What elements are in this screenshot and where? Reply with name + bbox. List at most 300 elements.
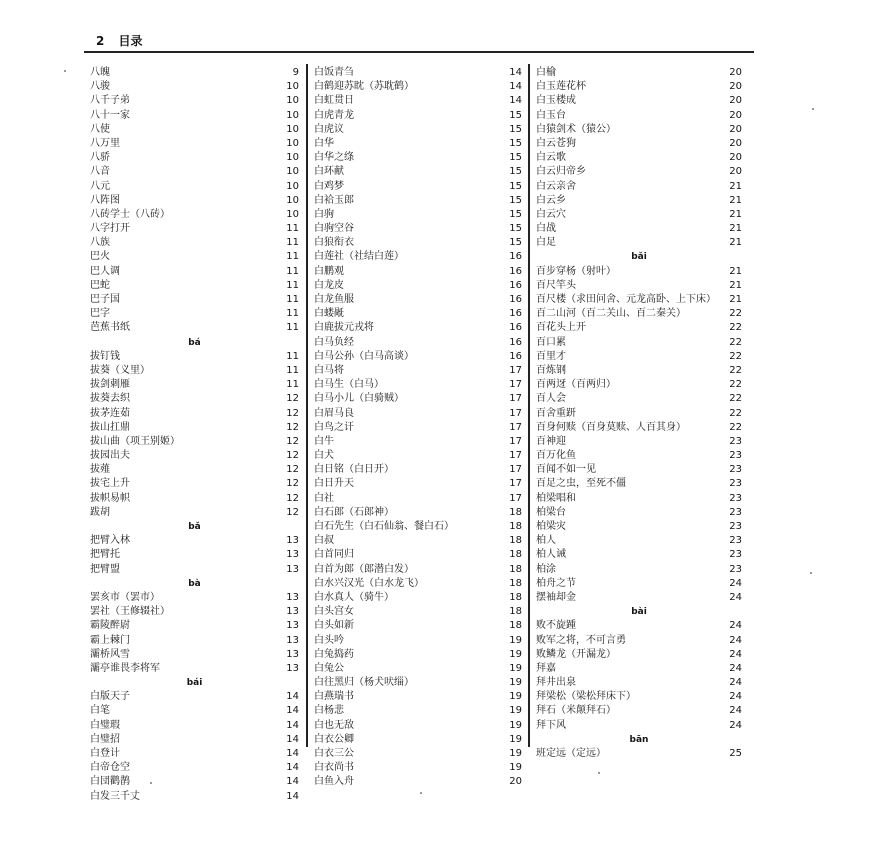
entry-title: 白驹空谷 (314, 223, 354, 235)
entry-title: 霸上棘门 (90, 634, 130, 646)
entry-title: 百两迓（百两归） (536, 379, 616, 391)
entry-title: 白华 (314, 137, 334, 149)
index-entry (536, 407, 742, 421)
index-entry (536, 180, 742, 194)
index-entry (90, 66, 299, 80)
index-entry (536, 66, 742, 80)
entry-title: 白燕瑞书 (314, 691, 354, 703)
entry-page-number: 10 (286, 81, 299, 93)
entry-page-number: 12 (286, 464, 299, 476)
entry-title: 白头吟 (314, 634, 344, 646)
entry-page-number: 13 (286, 648, 299, 660)
entry-title: 八使 (90, 123, 110, 135)
entry-title: 白玉楼成 (536, 95, 576, 107)
scan-speck (150, 782, 152, 784)
scan-speck (812, 108, 814, 110)
entry-page-number: 23 (729, 464, 742, 476)
index-entry (536, 690, 742, 704)
entry-title: 百尺竿头 (536, 279, 576, 291)
index-entry (536, 463, 742, 477)
index-entry (90, 619, 299, 633)
entry-title: 白虎议 (314, 123, 344, 135)
entry-page-number: 11 (286, 350, 299, 362)
entry-title: 八骏 (90, 81, 110, 93)
entry-page-number: 20 (729, 166, 742, 178)
entry-title: 白云歌 (536, 152, 566, 164)
entry-page-number: 20 (509, 776, 522, 788)
index-entry (314, 94, 522, 108)
entry-title: 百万化鱼 (536, 450, 576, 462)
entry-page-number: 20 (729, 137, 742, 149)
index-entry (536, 563, 742, 577)
index-entry (536, 307, 742, 321)
entry-page-number: 11 (286, 251, 299, 263)
entry-title: 白兔公 (314, 662, 344, 674)
entry-title: 把臂托 (90, 549, 120, 561)
entry-title: 把臂盟 (90, 563, 120, 575)
entry-page-number: 16 (509, 336, 522, 348)
index-entry (314, 704, 522, 718)
index-entry (314, 733, 522, 747)
index-entry (90, 506, 299, 520)
entry-title: 柏梁唱和 (536, 492, 576, 504)
index-entry (536, 619, 742, 633)
entry-title: 白马将 (314, 364, 344, 376)
entry-title: 巴字 (90, 308, 110, 320)
entry-title: 白璧招 (90, 733, 120, 745)
index-entry (314, 165, 522, 179)
entry-page-number: 15 (509, 223, 522, 235)
index-entry (314, 605, 522, 619)
index-entry (314, 492, 522, 506)
entry-page-number: 23 (729, 506, 742, 518)
entry-page-number: 23 (729, 450, 742, 462)
entry-page-number: 18 (509, 521, 522, 532)
index-entry (314, 449, 522, 463)
entry-title: 八元 (90, 180, 110, 192)
entry-title: 白驹 (314, 208, 334, 220)
entry-title: 白水兴汉光（白水龙飞） (314, 577, 424, 589)
entry-title: 跋胡 (90, 506, 110, 518)
index-entry (536, 236, 742, 250)
index-entry (90, 634, 299, 648)
entry-page-number: 23 (729, 478, 742, 490)
index-entry (536, 392, 742, 406)
column-divider-2 (528, 64, 530, 747)
entry-title: 巴蛇 (90, 279, 110, 291)
entry-page-number: 12 (286, 393, 299, 405)
entry-page-number: 21 (729, 180, 742, 192)
entry-title: 百口累 (536, 336, 566, 348)
entry-title: 拔山曲（项王别姬） (90, 435, 180, 447)
entry-page-number: 24 (729, 719, 742, 731)
entry-title: 白牛 (314, 435, 334, 447)
entry-page-number: 15 (509, 237, 522, 249)
entry-title: 白榆 (536, 67, 556, 78)
entry-title: 白璧瑕 (90, 719, 120, 731)
entry-page-number: 10 (286, 137, 299, 149)
entry-title: 拜嘉 (536, 662, 556, 674)
index-entry (90, 307, 299, 321)
index-entry (536, 165, 742, 179)
entry-page-number: 13 (286, 662, 299, 674)
index-entry (90, 321, 299, 335)
entry-title: 拔帜易帜 (90, 492, 130, 504)
entry-page-number: 11 (286, 294, 299, 305)
page-title: 目录 (118, 34, 143, 48)
index-entry (90, 364, 299, 378)
entry-title: 白头如新 (314, 620, 354, 632)
index-entry (536, 364, 742, 378)
index-entry (90, 492, 299, 506)
index-entry (90, 534, 299, 548)
entry-page-number: 10 (286, 208, 299, 220)
entry-title: 白玉莲花杯 (536, 81, 586, 93)
index-entry (536, 492, 742, 506)
entry-page-number: 23 (729, 492, 742, 504)
entry-title: 巴人调 (90, 265, 120, 277)
entry-title: 拜梁松（梁松拜床下） (536, 691, 636, 703)
entry-title: 罢社（王修辍社） (90, 606, 170, 618)
page-number: 2 (96, 34, 105, 48)
entry-page-number: 22 (729, 350, 742, 362)
index-entry (314, 563, 522, 577)
entry-title: 拔宅上升 (90, 478, 130, 490)
entry-page-number: 17 (509, 478, 522, 490)
entry-page-number: 17 (509, 492, 522, 504)
index-column-1 (90, 66, 299, 804)
index-entry (314, 761, 522, 775)
entry-page-number: 13 (286, 634, 299, 646)
index-entry (536, 591, 742, 605)
entry-page-number: 22 (729, 364, 742, 376)
entry-title: 拔葵（义里） (90, 364, 150, 376)
index-entry (90, 605, 299, 619)
entry-title: 白狼衔衣 (314, 237, 354, 249)
pinyin-heading: bái (186, 678, 203, 689)
entry-page-number: 21 (729, 265, 742, 277)
index-entry (90, 123, 299, 137)
index-entry (536, 634, 742, 648)
index-entry (536, 520, 742, 534)
entry-title: 白马生（白马） (314, 379, 384, 391)
entry-page-number: 22 (729, 322, 742, 334)
entry-title: 白饭青刍 (314, 67, 354, 78)
entry-title: 拜下风 (536, 719, 566, 731)
index-entry (536, 321, 742, 335)
index-entry (90, 250, 299, 264)
index-entry (314, 506, 522, 520)
index-entry (314, 690, 522, 704)
entry-title: 白环献 (314, 166, 344, 178)
scan-speck (810, 572, 812, 574)
entry-title: 霸陵醉尉 (90, 620, 130, 632)
entry-page-number: 12 (286, 478, 299, 490)
entry-page-number: 10 (286, 95, 299, 107)
entry-title: 八砖学士（八砖） (90, 208, 170, 220)
entry-page-number: 11 (286, 322, 299, 334)
index-entry (536, 123, 742, 137)
entry-title: 百身何赎（百身莫赎、人百其身） (536, 421, 686, 433)
index-entry (536, 747, 742, 761)
index-entry (314, 307, 522, 321)
entry-title: 白首同归 (314, 549, 354, 561)
index-entry (536, 279, 742, 293)
index-entry (536, 350, 742, 364)
entry-page-number: 19 (509, 634, 522, 646)
index-entry (314, 350, 522, 364)
entry-page-number: 24 (729, 691, 742, 703)
index-entry (90, 548, 299, 562)
index-entry (90, 719, 299, 733)
entry-title: 白虹贯日 (314, 95, 354, 107)
index-entry (536, 137, 742, 151)
index-entry (90, 563, 299, 577)
index-entry (536, 449, 742, 463)
entry-title: 百闻不如一见 (536, 464, 596, 476)
entry-title: 败军之将，不可言勇 (536, 634, 626, 646)
entry-page-number: 24 (729, 620, 742, 632)
entry-title: 白団鹳鹊 (90, 776, 130, 788)
entry-title: 八千子弟 (90, 95, 130, 107)
index-entry (314, 719, 522, 733)
entry-title: 拔钉钱 (90, 350, 120, 362)
entry-title: 白登计 (90, 748, 120, 759)
index-entry (536, 676, 742, 690)
entry-title: 白莲社（社结白莲） (314, 251, 404, 263)
entry-title: 白日升天 (314, 478, 354, 490)
entry-page-number: 14 (286, 776, 299, 788)
index-entry (536, 378, 742, 392)
index-entry (314, 279, 522, 293)
entry-page-number: 11 (286, 364, 299, 376)
index-entry (314, 222, 522, 236)
entry-title: 白兔捣药 (314, 648, 354, 660)
entry-title: 白马公孙（白马高谈） (314, 350, 414, 362)
index-entry (314, 80, 522, 94)
entry-title: 白云穴 (536, 208, 566, 220)
index-entry (536, 662, 742, 676)
pinyin-heading: bà (188, 578, 201, 589)
entry-page-number: 10 (286, 180, 299, 192)
index-entry (90, 279, 299, 293)
index-entry (90, 690, 299, 704)
index-entry (314, 265, 522, 279)
index-entry (90, 790, 299, 804)
entry-page-number: 17 (509, 379, 522, 391)
entry-page-number: 15 (509, 180, 522, 192)
entry-page-number: 19 (509, 691, 522, 703)
entry-page-number: 11 (286, 379, 299, 391)
index-entry (314, 435, 522, 449)
index-entry (314, 477, 522, 491)
index-entry (314, 151, 522, 165)
index-entry (90, 350, 299, 364)
entry-page-number: 18 (509, 577, 522, 589)
entry-page-number: 12 (286, 435, 299, 447)
entry-page-number: 22 (729, 379, 742, 391)
entry-page-number: 17 (509, 435, 522, 447)
index-entry (90, 662, 299, 676)
index-entry (536, 577, 742, 591)
entry-page-number: 19 (509, 677, 522, 689)
index-entry (314, 336, 522, 350)
page-header (96, 32, 143, 49)
entry-title: 八族 (90, 237, 110, 249)
entry-title: 白眉马良 (314, 407, 354, 419)
entry-page-number: 18 (509, 549, 522, 561)
index-entry (314, 208, 522, 222)
index-entry (314, 392, 522, 406)
entry-title: 灞桥风雪 (90, 648, 130, 660)
index-entry (314, 407, 522, 421)
entry-title: 白龙皮 (314, 279, 344, 291)
entry-page-number: 9 (292, 67, 299, 78)
index-entry (314, 591, 522, 605)
pinyin-heading: bǎ (188, 522, 201, 532)
entry-title: 白衣三公 (314, 748, 354, 760)
entry-page-number: 15 (509, 208, 522, 220)
index-entry (90, 761, 299, 775)
index-entry (90, 208, 299, 222)
entry-title: 拔茅连茹 (90, 407, 130, 419)
entry-title: 芭蕉书纸 (90, 322, 130, 334)
entry-title: 白鸡梦 (314, 180, 344, 192)
entry-page-number: 14 (509, 67, 522, 78)
entry-page-number: 20 (729, 67, 742, 78)
entry-title: 八魄 (90, 67, 110, 78)
entry-page-number: 19 (509, 733, 522, 745)
entry-page-number: 12 (286, 421, 299, 433)
index-entry (314, 321, 522, 335)
entry-title: 拔剑刺雁 (90, 379, 130, 391)
entry-title: 白头宫女 (314, 606, 354, 618)
entry-title: 败不旋踵 (536, 620, 576, 632)
entry-title: 白版天子 (90, 691, 130, 703)
entry-title: 白衣公卿 (314, 733, 354, 745)
entry-page-number: 24 (729, 662, 742, 674)
index-entry (90, 435, 299, 449)
index-entry (314, 463, 522, 477)
entry-page-number: 15 (509, 152, 522, 164)
index-entry (90, 165, 299, 179)
entry-page-number: 17 (509, 393, 522, 405)
entry-page-number: 23 (729, 535, 742, 547)
entry-title: 八十一家 (90, 109, 130, 121)
index-entry (90, 109, 299, 123)
entry-page-number: 13 (286, 606, 299, 618)
index-entry (314, 250, 522, 264)
index-entry (90, 704, 299, 718)
entry-page-number: 14 (509, 81, 522, 93)
index-entry (536, 534, 742, 548)
index-entry (90, 137, 299, 151)
index-entry (314, 634, 522, 648)
index-entry (536, 477, 742, 491)
index-entry (90, 378, 299, 392)
index-entry (536, 194, 742, 208)
entry-page-number: 18 (509, 591, 522, 603)
index-entry (314, 577, 522, 591)
scan-speck (420, 792, 422, 794)
pinyin-heading: bān (629, 734, 649, 745)
entry-page-number: 19 (509, 748, 522, 760)
entry-page-number: 16 (509, 251, 522, 263)
entry-page-number: 10 (286, 123, 299, 135)
entry-page-number: 18 (509, 506, 522, 518)
index-entry (314, 662, 522, 676)
entry-title: 白笔 (90, 705, 110, 717)
entry-title: 拔葵去织 (90, 393, 130, 405)
entry-page-number: 11 (286, 223, 299, 235)
entry-page-number: 14 (286, 748, 299, 759)
index-entry (90, 94, 299, 108)
entry-page-number: 24 (729, 577, 742, 589)
scan-speck (64, 70, 66, 72)
entry-title: 白猿剑术（猿公） (536, 123, 616, 135)
entry-title: 白叔 (314, 535, 334, 547)
index-entry (90, 265, 299, 279)
entry-title: 罢亥市（罢市） (90, 591, 160, 603)
entry-page-number: 18 (509, 535, 522, 547)
entry-page-number: 25 (729, 748, 742, 760)
entry-title: 白首为郎（郎潜白发） (314, 563, 414, 575)
index-entry (314, 378, 522, 392)
entry-page-number: 15 (509, 137, 522, 149)
entry-page-number: 14 (286, 719, 299, 731)
entry-page-number: 20 (729, 95, 742, 107)
entry-page-number: 16 (509, 308, 522, 320)
entry-title: 柏人 (536, 535, 556, 547)
entry-page-number: 14 (286, 733, 299, 745)
entry-title: 白衣尚书 (314, 762, 354, 774)
entry-title: 败鳞龙（开漏龙） (536, 648, 616, 660)
entry-page-number: 12 (286, 407, 299, 419)
entry-title: 白鹤迎苏眈（苏耽鹤） (314, 81, 414, 93)
index-entry (536, 293, 742, 307)
index-entry (90, 648, 299, 662)
pinyin-heading: bài (631, 607, 647, 618)
index-entry (536, 435, 742, 449)
entry-page-number: 22 (729, 421, 742, 433)
entry-title: 八万里 (90, 137, 120, 149)
index-entry (314, 534, 522, 548)
entry-page-number: 19 (509, 719, 522, 731)
entry-title: 白云苍狗 (536, 137, 576, 149)
index-entry (536, 109, 742, 123)
entry-page-number: 21 (729, 223, 742, 235)
index-entry (314, 747, 522, 761)
entry-title: 白水真人（骑牛） (314, 591, 394, 603)
entry-page-number: 10 (286, 166, 299, 178)
entry-title: 巴子国 (90, 294, 120, 305)
entry-page-number: 22 (729, 407, 742, 419)
index-entry (90, 449, 299, 463)
entry-page-number: 17 (509, 407, 522, 419)
index-entry (90, 293, 299, 307)
entry-page-number: 15 (509, 194, 522, 206)
index-entry (536, 704, 742, 718)
entry-page-number: 23 (729, 521, 742, 533)
index-entry (90, 236, 299, 250)
entry-page-number: 11 (286, 237, 299, 249)
entry-title: 白云亲舍 (536, 180, 576, 192)
entry-page-number: 17 (509, 364, 522, 376)
index-entry (536, 222, 742, 236)
entry-page-number: 16 (509, 294, 522, 305)
index-entry (314, 293, 522, 307)
entry-page-number: 18 (509, 563, 522, 575)
